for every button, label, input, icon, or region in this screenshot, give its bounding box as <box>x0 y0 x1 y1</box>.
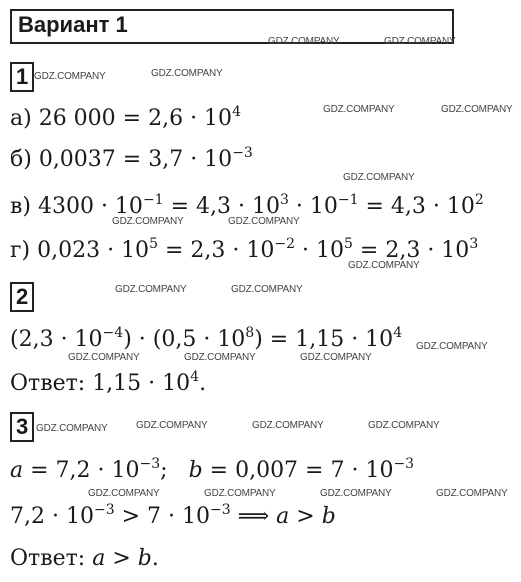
watermark: GDZ.COMPANY <box>68 352 140 363</box>
task-3-answer: Ответ: a > b. <box>10 546 159 571</box>
task-1-number: 1 <box>10 62 34 92</box>
watermark: GDZ.COMPANY <box>88 488 160 499</box>
watermark: GDZ.COMPANY <box>252 420 324 431</box>
watermark: GDZ.COMPANY <box>384 36 456 47</box>
watermark: GDZ.COMPANY <box>320 488 392 499</box>
watermark: GDZ.COMPANY <box>151 68 223 79</box>
task-1-line-g: г) $0,023 \cdot 10^5 = 2,3 \cdot 10^{-2} \cdot 10^5 = 2,3 \cdot 10^3$ <box>10 236 479 263</box>
task-2-answer: Ответ: $1,15 \cdot 10^4$. <box>10 369 207 396</box>
task-2-number: 2 <box>10 282 34 312</box>
watermark: GDZ.COMPANY <box>368 420 440 431</box>
watermark: GDZ.COMPANY <box>300 352 372 363</box>
task-2-line-1: $(2,3 \cdot 10^{-4}) \cdot (0,5 \cdot 10^8) = 1,15 \cdot 10^4$ <box>10 325 403 352</box>
watermark: GDZ.COMPANY <box>348 260 420 271</box>
watermark: GDZ.COMPANY <box>36 423 108 434</box>
task-3-number: 3 <box>10 412 34 442</box>
watermark: GDZ.COMPANY <box>441 104 513 115</box>
variant-title: Вариант 1 <box>18 12 128 37</box>
task-1-line-b: б) $0,0037 = 3,7 \cdot 10^{-3}$ <box>10 145 253 172</box>
watermark: GDZ.COMPANY <box>268 36 340 47</box>
watermark: GDZ.COMPANY <box>184 352 256 363</box>
watermark: GDZ.COMPANY <box>136 420 208 431</box>
watermark: GDZ.COMPANY <box>231 284 303 295</box>
task-1-line-a: а) 26 $000 = 2,6 \cdot 10^4$ <box>10 104 241 131</box>
watermark: GDZ.COMPANY <box>343 172 415 183</box>
watermark: GDZ.COMPANY <box>204 488 276 499</box>
watermark: GDZ.COMPANY <box>416 341 488 352</box>
watermark: GDZ.COMPANY <box>115 284 187 295</box>
task-3-line-1: $a = 7,2 \cdot 10^{-3}$; $b = 0,007 = 7 \cdot 10^{-3}$ <box>10 456 415 483</box>
watermark: GDZ.COMPANY <box>34 71 106 82</box>
task-3-line-2: $7,2 \cdot 10^{-3} > 7 \cdot 10^{-3}$ ⟹ a > b <box>10 502 336 529</box>
watermark: GDZ.COMPANY <box>228 216 300 227</box>
watermark: GDZ.COMPANY <box>436 488 508 499</box>
task-1-line-v: в) $4300 \cdot 10^{-1} = 4,3 \cdot 10^3 \cdot 10^{-1} = 4,3 \cdot 10^2$ <box>10 192 484 219</box>
watermark: GDZ.COMPANY <box>112 216 184 227</box>
watermark: GDZ.COMPANY <box>323 104 395 115</box>
